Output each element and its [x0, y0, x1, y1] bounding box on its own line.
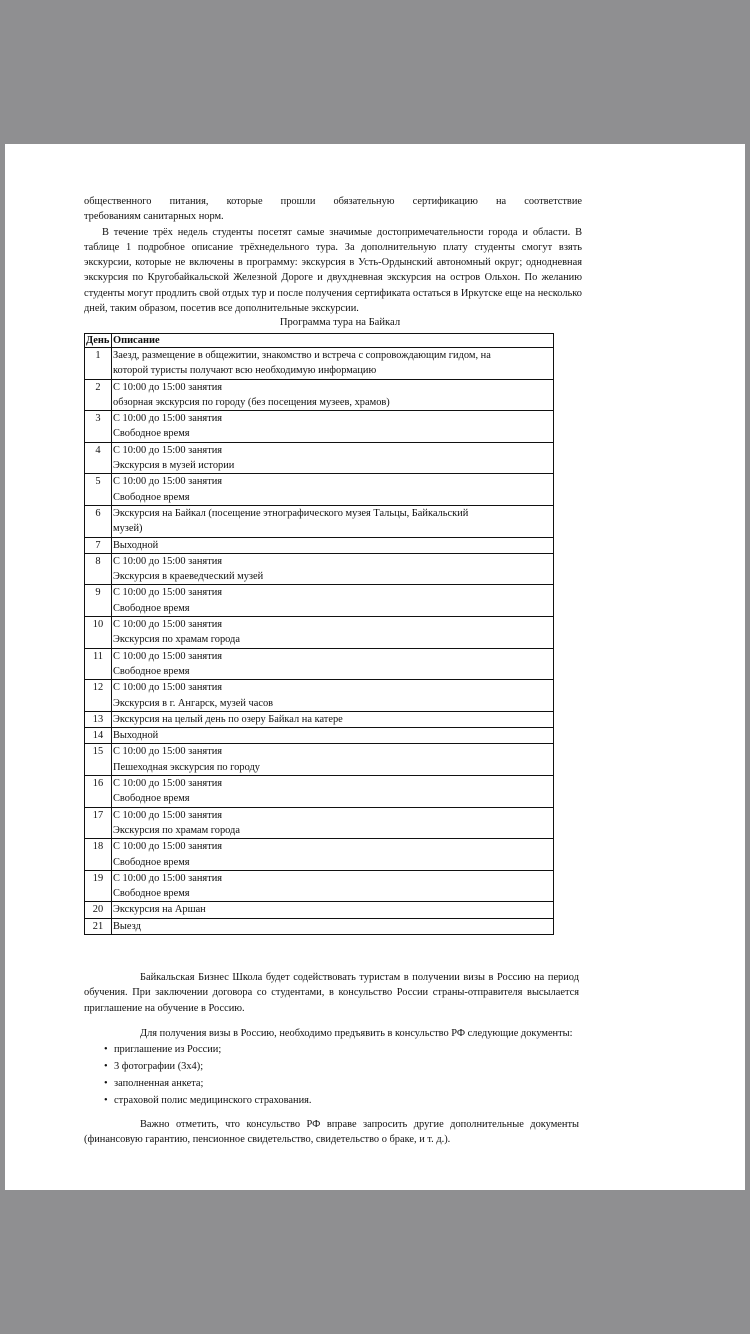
day-number: 4: [85, 442, 112, 474]
day-description: [112, 839, 554, 871]
description-line: Выезд: [113, 920, 141, 932]
day-number: 1: [85, 348, 112, 380]
header-description: Описание: [112, 334, 554, 348]
day-description: [112, 680, 554, 712]
description-line: С 10:00 до 15:00 занятия: [113, 778, 223, 790]
document-list-item: • заполненная анкета;: [104, 1075, 579, 1092]
table-row: [85, 744, 554, 776]
day-description: [112, 870, 554, 902]
table-row: [85, 553, 554, 585]
description-line: С 10:00 до 15:00 занятия: [113, 872, 223, 884]
day-description: [112, 918, 554, 934]
description-line: Экскурсия в г. Ангарск, музей часов: [113, 697, 274, 709]
description-line: С 10:00 до 15:00 занятия: [113, 444, 223, 456]
description-line: С 10:00 до 15:00 занятия: [113, 841, 223, 853]
table-row: [85, 411, 554, 443]
table-row: [85, 918, 554, 934]
description-line: Свободное время: [113, 793, 190, 805]
day-description: [112, 744, 554, 776]
day-description: [112, 348, 554, 380]
description-line: Свободное время: [113, 665, 190, 677]
day-description: [112, 505, 554, 537]
day-description: [112, 648, 554, 680]
day-number: 12: [85, 680, 112, 712]
table-row: [85, 505, 554, 537]
visa-paragraph-1: Байкальская Бизнес Школа будет содействовать туристам в получении визы в Россию на период обучения. При заключении договора со студентами, в консульство России страны-отправителя высылается приглашение на обучение в Россию.: [84, 972, 579, 1014]
day-description: [112, 411, 554, 443]
description-line: С 10:00 до 15:00 занятия: [113, 555, 223, 567]
day-number: 17: [85, 807, 112, 839]
description-line: Свободное время: [113, 491, 190, 503]
table-row: [85, 839, 554, 871]
day-number: 20: [85, 902, 112, 918]
description-line: которой туристы получают всю необходимую информацию: [113, 365, 377, 377]
description-line: Экскурсия в музей истории: [113, 460, 235, 472]
description-line: Пешеходная экскурсия по городу: [113, 761, 260, 773]
table-row: [85, 648, 554, 680]
description-line: С 10:00 до 15:00 занятия: [113, 619, 223, 631]
description-line: обзорная экскурсия по городу (без посещения музеев, храмов): [113, 396, 390, 408]
description-line: С 10:00 до 15:00 занятия: [113, 587, 223, 599]
description-line: Заезд, размещение в общежитии, знакомство и встреча с сопровождающим гидом, на: [113, 350, 491, 361]
day-number: 7: [85, 537, 112, 553]
table-row: [85, 776, 554, 808]
table-row: [85, 807, 554, 839]
day-number: 19: [85, 870, 112, 902]
day-description: [112, 807, 554, 839]
description-line: С 10:00 до 15:00 занятия: [113, 650, 223, 662]
description-line: Свободное время: [113, 602, 190, 614]
intro-paragraph-2: В течение трёх недель студенты посетят самые значимые достопримечательности города и области. В таблице 1 подробное описание трёхнедельного тура. За дополнительную плату студенты смогут взять экскурсии, которые не включены в программу: экскурсия в Усть-Ордынский автономный округ; однодневная экскурсия по Кругобайкальской Железной Дороге и двухдневная экскурсия на остров Ольхон. По желанию студенты могут продлить свой отдых тур и после получения сертификата остаться в Иркутске еще на несколько дней, таким образом, посетив все дополнительные экскурсии.: [84, 226, 582, 315]
table-row: [85, 585, 554, 617]
day-description: [112, 617, 554, 649]
description-line: музей): [113, 523, 143, 535]
description-line: Экскурсия в краеведческий музей: [113, 571, 264, 583]
visa-paragraph-3: Важно отметить, что консульство РФ вправе запросить другие дополнительные документы (финансовую гарантию, пенсионное свидетельство, свидетельство о браке, и т. д.).: [84, 1119, 579, 1146]
table-row: [85, 680, 554, 712]
table-row: [85, 348, 554, 380]
table-row: [85, 902, 554, 918]
table-header-row: [85, 334, 554, 348]
day-number: 16: [85, 776, 112, 808]
table-row: [85, 617, 554, 649]
day-number: 11: [85, 648, 112, 680]
intro-p1-line2: требованиям санитарных норм.: [84, 211, 224, 223]
documents-list: [84, 1041, 579, 1109]
description-line: Экскурсия по храмам города: [113, 824, 240, 836]
description-line: Экскурсия на Аршан: [113, 904, 206, 916]
table-row: [85, 474, 554, 506]
day-number: 10: [85, 617, 112, 649]
intro-paragraph-1: [84, 194, 582, 209]
header-day: День: [85, 334, 112, 348]
day-number: 2: [85, 379, 112, 411]
intro-p1-line1: общественного питания, которые прошли обязательную сертификацию на соответствие: [84, 196, 582, 207]
intro-paragraph-1-end: [84, 209, 582, 224]
day-description: [112, 776, 554, 808]
description-line: С 10:00 до 15:00 занятия: [113, 413, 223, 425]
tour-program-table: [84, 333, 554, 935]
day-number: 3: [85, 411, 112, 443]
description-line: С 10:00 до 15:00 занятия: [113, 809, 223, 821]
table-row: [85, 442, 554, 474]
day-number: 15: [85, 744, 112, 776]
table-caption: Программа тура на Байкал: [279, 317, 401, 329]
description-line: С 10:00 до 15:00 занятия: [113, 381, 223, 393]
day-description: [112, 728, 554, 744]
day-number: 13: [85, 711, 112, 727]
day-description: [112, 379, 554, 411]
table-row: [85, 870, 554, 902]
day-number: 5: [85, 474, 112, 506]
day-number: 14: [85, 728, 112, 744]
description-line: Экскурсия на целый день по озеру Байкал на катере: [113, 713, 343, 725]
description-line: Экскурсия на Байкал (посещение этнографического музея Тальцы, Байкальский: [113, 507, 469, 519]
description-line: С 10:00 до 15:00 занятия: [113, 476, 223, 488]
day-description: [112, 902, 554, 918]
day-description: [112, 553, 554, 585]
day-description: [112, 537, 554, 553]
day-number: 6: [85, 505, 112, 537]
day-number: 9: [85, 585, 112, 617]
table-row: [85, 728, 554, 744]
description-line: Экскурсия по храмам города: [113, 634, 240, 646]
description-line: Выходной: [113, 730, 159, 742]
day-description: [112, 585, 554, 617]
table-row: [85, 711, 554, 727]
document-page: [5, 144, 745, 1190]
description-line: С 10:00 до 15:00 занятия: [113, 682, 223, 694]
document-list-item: • страховой полис медицинского страхования.: [104, 1092, 579, 1109]
visa-paragraph-2: Для получения визы в Россию, необходимо предъявить в консульство РФ следующие документы:: [140, 1027, 573, 1039]
description-line: Свободное время: [113, 428, 190, 440]
description-line: Выходной: [113, 539, 159, 551]
day-number: 21: [85, 918, 112, 934]
day-number: 8: [85, 553, 112, 585]
table-row: [85, 379, 554, 411]
description-line: Свободное время: [113, 856, 190, 868]
document-list-item: • приглашение из России;: [104, 1041, 579, 1058]
day-number: 18: [85, 839, 112, 871]
description-line: С 10:00 до 15:00 занятия: [113, 746, 223, 758]
description-line: Свободное время: [113, 888, 190, 900]
document-list-item: • 3 фотографии (3x4);: [104, 1058, 579, 1075]
day-description: [112, 474, 554, 506]
day-description: [112, 711, 554, 727]
day-description: [112, 442, 554, 474]
table-row: [85, 537, 554, 553]
table-body: [85, 348, 554, 935]
page-content: [84, 194, 582, 1146]
visa-section: [84, 970, 579, 1148]
